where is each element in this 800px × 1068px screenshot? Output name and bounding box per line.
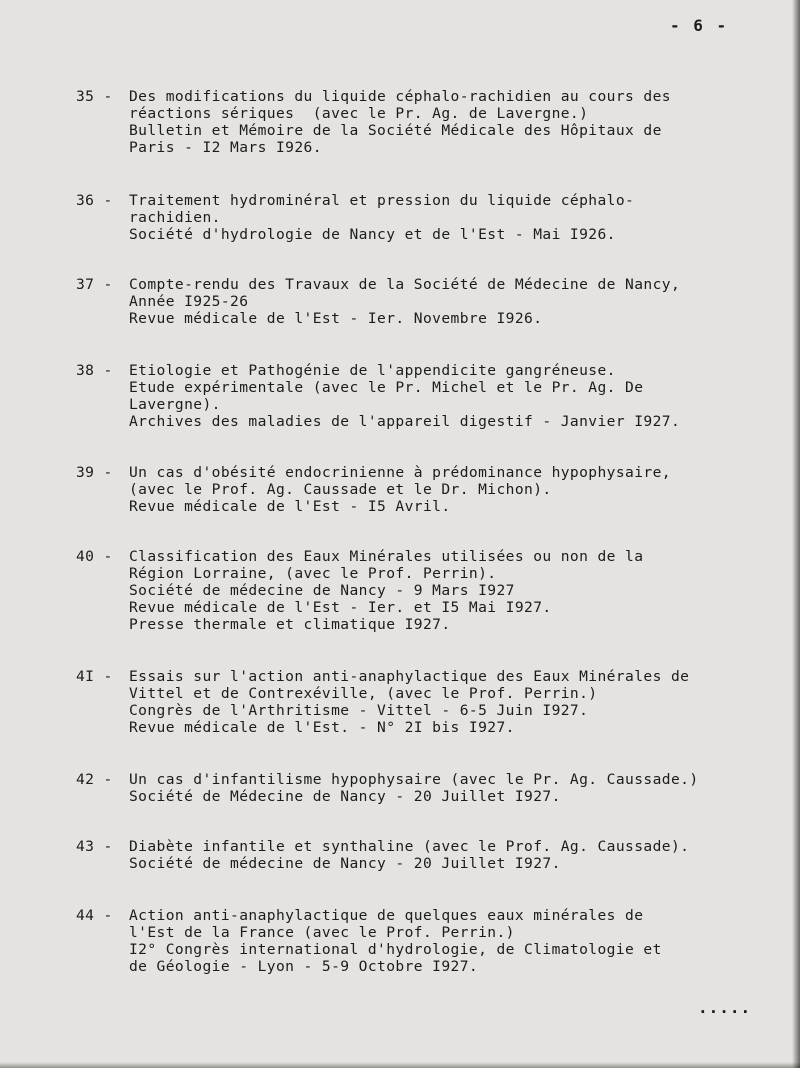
entry-number: 35 -	[76, 88, 113, 105]
entry-line: Traitement hydrominéral et pression du liquide céphalo-	[129, 192, 635, 209]
entry-line: (avec le Prof. Ag. Caussade et le Dr. Michon).	[129, 481, 552, 498]
entry-line: I2° Congrès international d'hydrologie, de Climatologie et	[129, 941, 662, 958]
entry-line: Classification des Eaux Minérales utilisées ou non de la	[129, 548, 644, 565]
entry-line: Société d'hydrologie de Nancy et de l'Est - Mai I926.	[129, 226, 616, 243]
entry-line: Presse thermale et climatique I927.	[129, 616, 451, 633]
entry-number: 42 -	[76, 771, 113, 788]
entry-line: Revue médicale de l'Est - I5 Avril.	[129, 498, 451, 515]
entry-line: Archives des maladies de l'appareil digestif - Janvier I927.	[129, 413, 681, 430]
page-bottom-shadow	[0, 1062, 800, 1068]
entry-line: Essais sur l'action anti-anaphylactique des Eaux Minérales de	[129, 668, 690, 685]
entry-number: 37 -	[76, 276, 113, 293]
entry-line: Un cas d'obésité endocrinienne à prédominance hypophysaire,	[129, 464, 671, 481]
entry-line: Revue médicale de l'Est - Ier. Novembre I926.	[129, 310, 543, 327]
continuation-dots: .....	[698, 998, 752, 1017]
entry-line: Revue médicale de l'Est - Ier. et I5 Mai I927.	[129, 599, 552, 616]
page-edge-shadow	[792, 0, 800, 1068]
entry-number: 36 -	[76, 192, 113, 209]
entry-line: Année I925-26	[129, 293, 249, 310]
entry-line: Congrès de l'Arthritisme - Vittel - 6-5 Juin I927.	[129, 702, 589, 719]
entry-number: 44 -	[76, 907, 113, 924]
entry-number: 43 -	[76, 838, 113, 855]
entry-line: Région Lorraine, (avec le Prof. Perrin).	[129, 565, 497, 582]
entry-line: Société de Médecine de Nancy - 20 Juillet I927.	[129, 788, 561, 805]
entry-line: rachidien.	[129, 209, 221, 226]
entry-line: Vittel et de Contrexéville, (avec le Prof. Perrin.)	[129, 685, 598, 702]
entry-line: Etude expérimentale (avec le Pr. Michel et le Pr. Ag. De	[129, 379, 644, 396]
entry-line: Lavergne).	[129, 396, 221, 413]
entry-line: Un cas d'infantilisme hypophysaire (avec le Pr. Ag. Caussade.)	[129, 771, 699, 788]
entry-line: Action anti-anaphylactique de quelques eaux minérales de	[129, 907, 644, 924]
entry-number: 39 -	[76, 464, 113, 481]
page-number: - 6 -	[670, 16, 729, 35]
entry-line: Société de médecine de Nancy - 9 Mars I927	[129, 582, 515, 599]
entry-line: Revue médicale de l'Est. - N° 2I bis I927.	[129, 719, 515, 736]
entry-line: réactions sériques (avec le Pr. Ag. de Lavergne.)	[129, 105, 589, 122]
entry-number: 40 -	[76, 548, 113, 565]
entry-line: Etiologie et Pathogénie de l'appendicite gangréneuse.	[129, 362, 616, 379]
entry-line: Diabète infantile et synthaline (avec le Prof. Ag. Caussade).	[129, 838, 690, 855]
entry-line: l'Est de la France (avec le Prof. Perrin.)	[129, 924, 515, 941]
entry-number: 4I -	[76, 668, 113, 685]
entry-line: Société de médecine de Nancy - 20 Juillet I927.	[129, 855, 561, 872]
entry-number: 38 -	[76, 362, 113, 379]
entry-line: Paris - I2 Mars I926.	[129, 139, 322, 156]
entry-line: Des modifications du liquide céphalo-rachidien au cours des	[129, 88, 671, 105]
entry-line: Compte-rendu des Travaux de la Société de Médecine de Nancy,	[129, 276, 681, 293]
entry-line: de Géologie - Lyon - 5-9 Octobre I927.	[129, 958, 479, 975]
entry-line: Bulletin et Mémoire de la Société Médicale des Hôpitaux de	[129, 122, 662, 139]
